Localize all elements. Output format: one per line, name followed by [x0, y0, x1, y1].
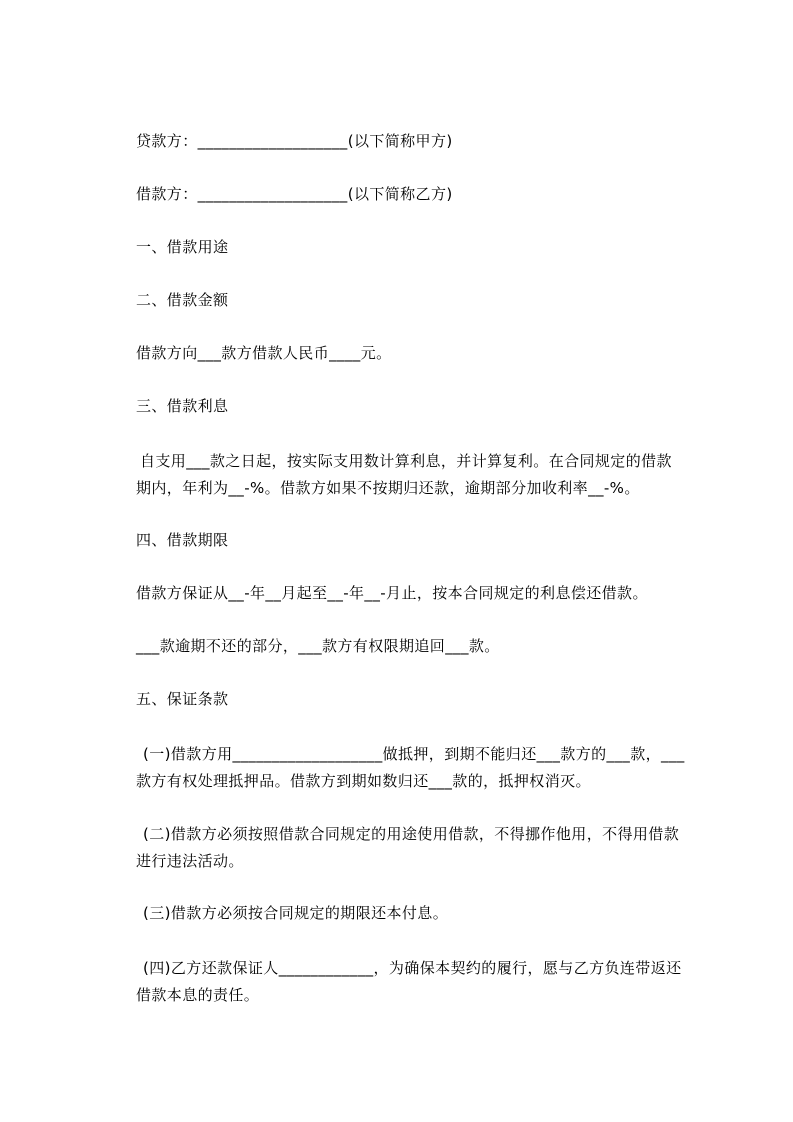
clause2-line2: 进行违法活动。 [136, 852, 244, 870]
section4-body1: 借款方保证从__-年__月起至__-年__-月止，按本合同规定的利息偿还借款。 [136, 584, 648, 602]
clause2-line1: (二)借款方必须按照借款合同规定的用途使用借款，不得挪作他用，不得用借款 [143, 825, 680, 843]
clause1-line2: 款方有权处理抵押品。借款方到期如数归还___款的，抵押权消灭。 [136, 772, 591, 790]
section3-body-line2: 期内，年利为__-%。借款方如果不按期归还款，逾期部分加收利率__-%。 [136, 479, 640, 497]
section4-heading: 四、借款期限 [136, 531, 229, 549]
section2-heading: 二、借款金额 [136, 291, 229, 309]
clause3-line1: (三)借款方必须按合同规定的期限还本付息。 [143, 904, 449, 922]
section5-heading: 五、保证条款 [136, 690, 229, 708]
section3-heading: 三、借款利息 [136, 397, 229, 415]
borrower-line: 借款方：___________________(以下简称乙方) [136, 185, 453, 203]
clause4-line2: 借款本息的责任。 [136, 986, 260, 1004]
section1-heading: 一、借款用途 [136, 238, 229, 256]
clause4-line1: (四)乙方还款保证人____________，为确保本契约的履行，愿与乙方负连带返还 [143, 959, 682, 977]
section4-body2: ___款逾期不还的部分，___款方有权限期追回___款。 [136, 637, 500, 655]
clause1-line1: (一)借款方用___________________做抵押，到期不能归还___款方的___款，___ [143, 745, 685, 763]
section3-body-line1: 自支用___款之日起，按实际支用数计算利息，并计算复利。在合同规定的借款 [140, 452, 672, 470]
lender-line: 贷款方：___________________(以下简称甲方) [136, 132, 453, 150]
section2-body: 借款方向___款方借款人民币____元。 [136, 344, 392, 362]
